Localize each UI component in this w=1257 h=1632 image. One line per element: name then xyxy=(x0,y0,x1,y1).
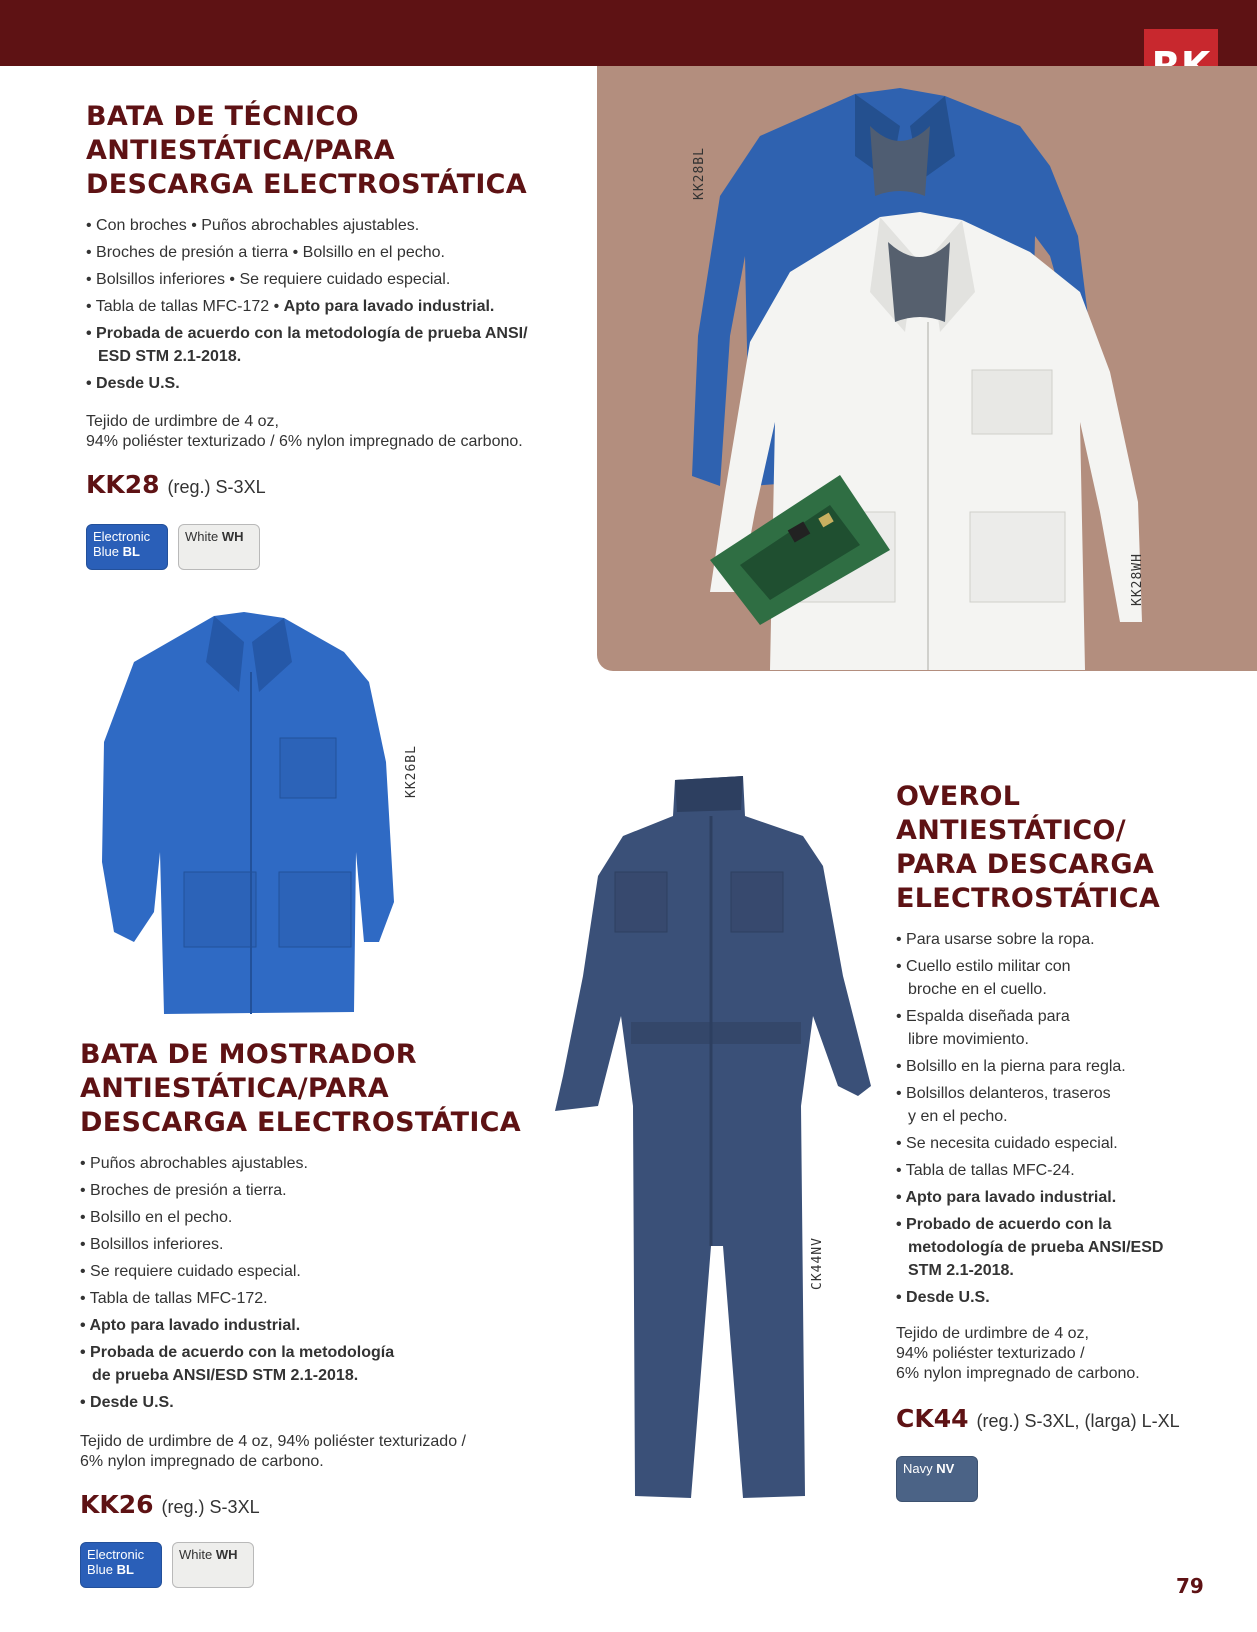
feature-item: • Desde U.S. xyxy=(80,1391,500,1414)
image-label-kk28wh: KK28WH xyxy=(1130,553,1145,606)
title-line: OVEROL xyxy=(896,781,1021,812)
size-range: (reg.) S-3XL xyxy=(167,477,266,497)
product-code: KK26 xyxy=(80,1490,154,1519)
style-code-kk26 xyxy=(80,1490,260,1519)
style-code-ck44 xyxy=(896,1404,1180,1433)
feature-item: • Con broches • Puños abrochables ajustables. xyxy=(86,214,556,237)
feature-item: • Desde U.S. xyxy=(896,1286,1196,1309)
title-line: ANTIESTÁTICA/PARA xyxy=(86,135,395,166)
feature-item: • Probada de acuerdo con la metodología de prueba ANSI/ESD STM 2.1-2018. xyxy=(80,1341,412,1387)
size-range: (reg.) S-3XL, (larga) L-XL xyxy=(976,1411,1180,1431)
product-code: CK44 xyxy=(896,1404,969,1433)
title-line: ELECTROSTÁTICA xyxy=(896,883,1161,914)
feature-item: • Bolsillos delanteros, traseros y en el pecho. xyxy=(896,1082,1118,1128)
feature-item: • Apto para lavado industrial. xyxy=(80,1314,500,1337)
feature-item: • Bolsillos inferiores • Se requiere cuidado especial. xyxy=(86,268,556,291)
feature-item: • Probado de acuerdo con la metodología de prueba ANSI/ESD STM 2.1-2018. xyxy=(896,1213,1198,1282)
image-label-ck44nv: CK44NV xyxy=(810,1237,825,1290)
feature-item: • Bolsillo en el pecho. xyxy=(80,1206,500,1229)
feature-item: • Espalda diseñada para libre movimiento. xyxy=(896,1005,1098,1051)
color-swatch-white[interactable]: White WH xyxy=(178,524,260,570)
feature-item: • Broches de presión a tierra • Bolsillo en el pecho. xyxy=(86,241,556,264)
feature-item: • Broches de presión a tierra. xyxy=(80,1179,500,1202)
color-swatch-navy[interactable]: Navy NV xyxy=(896,1456,978,1502)
feature-item: • Tabla de tallas MFC-172 • Apto para lavado industrial. xyxy=(86,295,556,318)
feature-item: • Bolsillos inferiores. xyxy=(80,1233,500,1256)
product-title-kk26 xyxy=(80,1038,521,1140)
fabric-description-kk26: Tejido de urdimbre de 4 oz, 94% poliéster texturizado / 6% nylon impregnado de carbono. xyxy=(80,1433,466,1470)
feature-list-ck44 xyxy=(896,928,1196,1313)
feature-list-kk26 xyxy=(80,1152,500,1418)
top-banner xyxy=(0,0,1257,66)
title-line: DESCARGA ELECTROSTÁTICA xyxy=(80,1107,521,1138)
title-line: BATA DE MOSTRADOR xyxy=(80,1039,417,1070)
feature-item: • Se requiere cuidado especial. xyxy=(80,1260,500,1283)
title-line: BATA DE TÉCNICO xyxy=(86,101,359,132)
fabric-description-kk28: Tejido de urdimbre de 4 oz, 94% poliéster texturizado / 6% nylon impregnado de carbono. xyxy=(86,413,523,450)
coverall-navy-image xyxy=(553,776,873,1504)
feature-item: • Tabla de tallas MFC-172. xyxy=(80,1287,500,1310)
title-line: DESCARGA ELECTROSTÁTICA xyxy=(86,169,527,200)
style-code-kk28 xyxy=(86,470,266,499)
feature-item: • Se necesita cuidado especial. xyxy=(896,1132,1196,1155)
feature-item: • Cuello estilo militar con broche en el cuello. xyxy=(896,955,1108,1001)
color-swatch-electronic-blue[interactable]: Electronic Blue BL xyxy=(80,1542,162,1588)
product-title-kk28 xyxy=(86,100,527,202)
title-line: ANTIESTÁTICA/PARA xyxy=(80,1073,389,1104)
product-title-ck44 xyxy=(896,780,1160,916)
feature-item: • Puños abrochables ajustables. xyxy=(80,1152,500,1175)
feature-list-kk28 xyxy=(86,214,556,399)
counter-coat-blue-image xyxy=(94,612,394,1017)
feature-item: • Bolsillo en la pierna para regla. xyxy=(896,1055,1196,1078)
color-swatch-white[interactable]: White WH xyxy=(172,1542,254,1588)
title-line: PARA DESCARGA xyxy=(896,849,1155,880)
feature-item: • Probada de acuerdo con la metodología de prueba ANSI/ ESD STM 2.1-2018. xyxy=(86,322,556,368)
image-label-kk28bl: KK28BL xyxy=(692,147,707,200)
feature-item: • Para usarse sobre la ropa. xyxy=(896,928,1196,951)
circuit-board-image xyxy=(700,465,900,630)
product-code: KK28 xyxy=(86,470,160,499)
feature-item: • Tabla de tallas MFC-24. xyxy=(896,1159,1196,1182)
image-label-kk26bl: KK26BL xyxy=(404,745,419,798)
page-number: 79 xyxy=(1176,1574,1204,1598)
fabric-description-ck44: Tejido de urdimbre de 4 oz, 94% poliéster texturizado / 6% nylon impregnado de carbono. xyxy=(896,1325,1140,1382)
title-line: ANTIESTÁTICO/ xyxy=(896,815,1126,846)
size-range: (reg.) S-3XL xyxy=(161,1497,260,1517)
feature-item: • Apto para lavado industrial. xyxy=(896,1186,1196,1209)
feature-item: • Desde U.S. xyxy=(86,372,556,395)
color-swatch-electronic-blue[interactable]: Electronic Blue BL xyxy=(86,524,168,570)
